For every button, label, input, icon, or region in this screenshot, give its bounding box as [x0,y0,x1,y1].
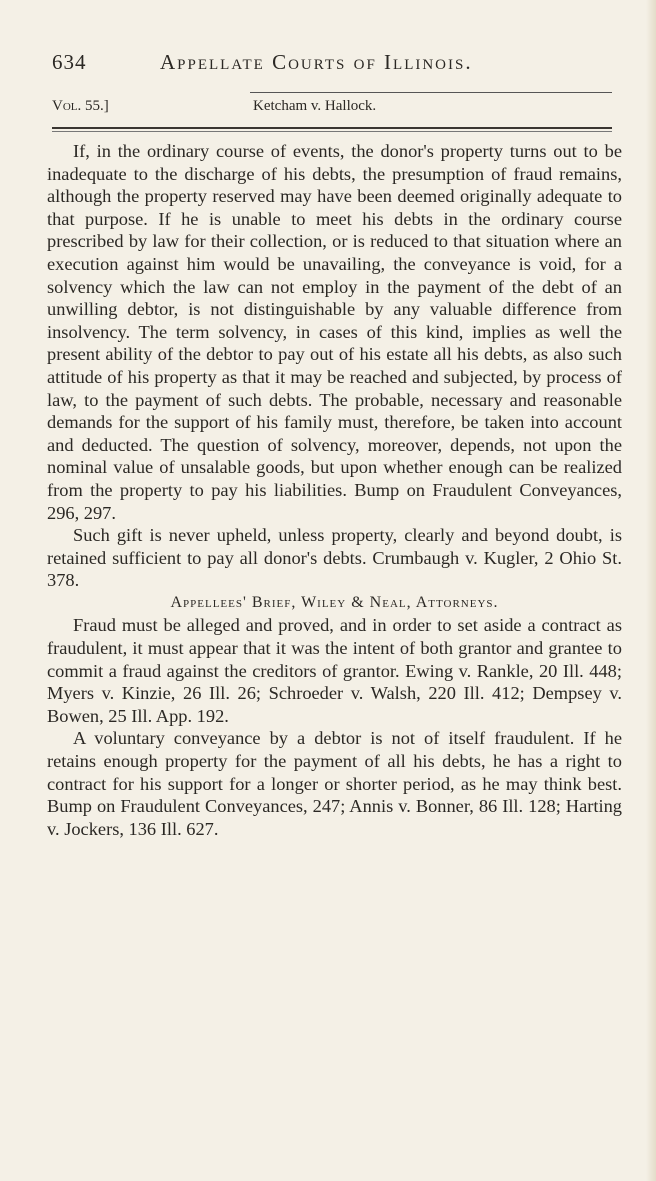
paragraph: Fraud must be alleged and proved, and in order to set aside a contract as fraudulent, it must appear that it was the intent of both grantor and grantee to commit a fraud against the creditors of grantor. Ewing v. Rankle, 20 Ill. 448; Myers v. Kinzie, 26 Ill. 26; Schroeder v. Walsh, 220 Ill. 412; Dempsey v. Bowen, 25 Ill. App. 192. [47,615,622,726]
running-head [52,50,522,80]
header-double-rule [52,127,612,132]
case-header [52,98,612,120]
paragraph: If, in the ordinary course of events, the donor's property turns out to be inadequate to the discharge of his debts, the presumption of fraud remains, although the property reserved may have been deemed originally adequate to that purpose. If he is unable to meet his debts in the ordinary course prescribed by law for their collection, or is reduced to that situation where an execution against him would be unavailing, the conveyance is void, for a solvency which the law can not employ in the payment of the debt of an unwilling debtor, is not distinguishable by any valuable difference from insolvency. The term solvency, in cases of this kind, implies as well the present ability of the debtor to pay out of his estate all his debts, as also such attitude of his property as that it may be reached and subjected, by process of law, to the payment of such debts. The probable, necessary and reasonable demands for the support of his family must, therefore, be taken into account and deducted. The question of solvency, moreover, depends, not upon the nominal value of unsalable goods, but upon whether enough can be realized from the property to pay his liabilities. Bump on Fraudulent Conveyances, 296, 297. [47,141,622,523]
paragraph: Such gift is never upheld, unless property, clearly and beyond doubt, is retained sufficient to pay all donor's debts. Crumbaugh v. Kugler, 2 Ohio St. 378. [47,525,622,591]
page-edge [646,0,656,1181]
case-name: Ketcham v. Hallock. [253,98,377,114]
running-title: Appellate Courts of Illinois. [160,50,473,74]
volume-label: Vol. 55.] [52,98,109,114]
body-text [47,140,622,840]
header-rule [250,92,612,93]
page-number: 634 [52,50,87,74]
section-heading: Appellees' Brief, Wiley & Neal, Attorneys. [170,593,499,611]
paragraph: A voluntary conveyance by a debtor is not of itself fraudulent. If he retains enough property for the payment of all his debts, he has a right to contract for his support for a longer or shorter period, as he may think best. Bump on Fraudulent Conveyances, 247; Annis v. Bonner, 86 Ill. 128; Harting v. Jockers, 136 Ill. 627. [47,728,622,839]
